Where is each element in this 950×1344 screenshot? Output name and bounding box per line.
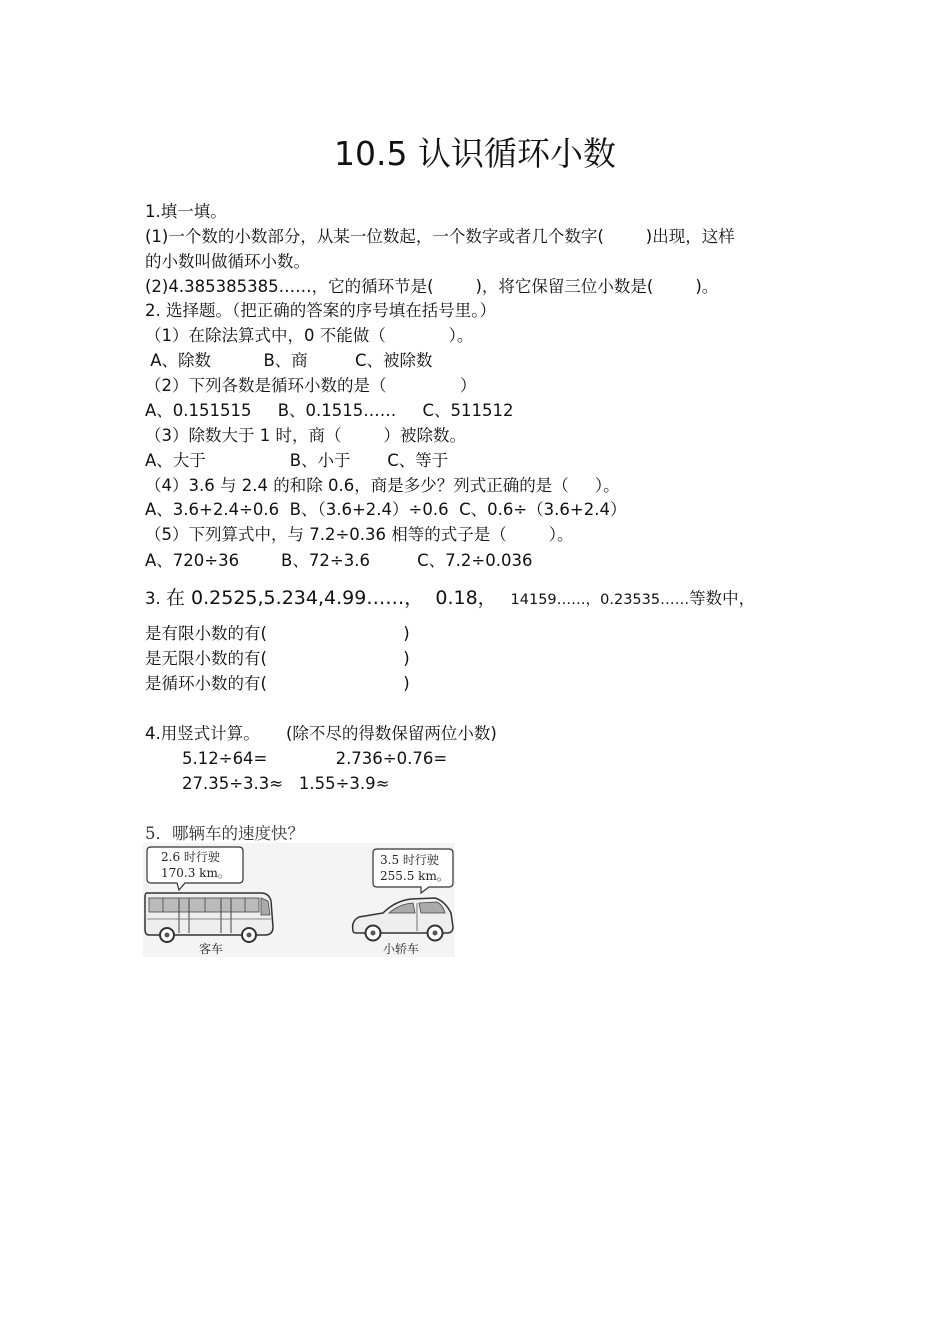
car-caption: 小轿车 <box>383 942 420 956</box>
q1-part2: (2)4.385385385……，它的循环节是( )，将它保留三位小数是( )。 <box>145 277 719 296</box>
q2-sub2-question: （2）下列各数是循环小数的是（ ） <box>145 376 477 395</box>
q3-repeating-answer: 是循环小数的有( ) <box>145 674 410 693</box>
page-title: 10.5 认识循环小数 <box>334 134 616 173</box>
q3-heading <box>145 587 755 611</box>
q4-row2: 27.35÷3.3≈ 1.55÷3.9≈ <box>182 774 390 793</box>
q3-infinite-answer: 是无限小数的有( ) <box>145 649 410 668</box>
q1-part1-line1: (1)一个数的小数部分，从某一位数起，一个数字或者几个数字( )出现，这样 <box>145 227 735 246</box>
q2-sub2-options: A、0.151515 B、0.1515…… C、511512 <box>145 401 514 420</box>
q2-sub5-question: （5）下列算式中，与 7.2÷0.36 相等的式子是（ ）。 <box>145 525 574 544</box>
q2-sub4-options: A、3.6+2.4÷0.6 B、（3.6+2.4）÷0.6 C、0.6÷（3.6+2.4） <box>145 500 627 519</box>
q1-part1-line2: 的小数叫做循环小数。 <box>145 252 310 271</box>
q5-heading: 5．哪辆车的速度快？ <box>145 824 304 843</box>
vehicles-illustration <box>143 843 455 957</box>
car-speech-bubble <box>373 849 453 893</box>
bus-caption: 客车 <box>199 942 224 956</box>
q2-sub3-question: （3）除数大于 1 时，商（ ）被除数。 <box>145 426 466 445</box>
bus-bubble-line2: 170.3 km。 <box>161 866 230 880</box>
car-bubble-line1: 3.5 时行驶 <box>380 853 439 867</box>
q4-heading: 4.用竖式计算。 (除不尽的得数保留两位小数) <box>145 724 497 743</box>
q2-sub5-options: A、720÷36 B、72÷3.6 C、7.2÷0.036 <box>145 551 533 570</box>
car-bubble-line2: 255.5 km。 <box>380 869 449 883</box>
bus-speech-bubble <box>147 847 243 890</box>
q3-numbers-small: 14159……，0.23535…… <box>496 592 690 608</box>
q2-sub4-question: （4）3.6 与 2.4 的和除 0.6，商是多少？列式正确的是（ ）。 <box>145 476 620 495</box>
q2-sub1-question: （1）在除法算式中，0 不能做（ ）。 <box>145 326 474 345</box>
q3-numbers-large: 在 0.2525,5.234,4.99……， 0.18， <box>166 587 497 609</box>
q2-heading: 2. 选择题。（把正确的答案的序号填在括号里。） <box>145 301 496 320</box>
q1-heading: 1.填一填。 <box>145 202 227 221</box>
q3-suffix: 等数中， <box>689 589 756 608</box>
q2-sub1-options: A、除数 B、商 C、被除数 <box>145 351 433 370</box>
car-icon <box>353 898 453 941</box>
bus-bubble-line1: 2.6 时行驶 <box>161 850 220 864</box>
q3-finite-answer: 是有限小数的有( ) <box>145 624 410 643</box>
bus-icon <box>145 893 273 942</box>
q2-sub3-options: A、大于 B、小于 C、等于 <box>145 451 449 470</box>
q3-prefix: 3. <box>145 589 166 608</box>
q4-row1: 5.12÷64= 2.736÷0.76= <box>182 749 448 768</box>
